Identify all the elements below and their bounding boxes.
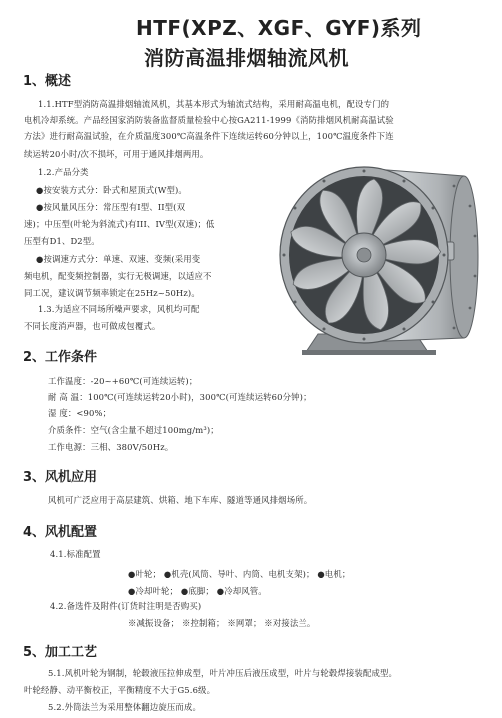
product-classification-title: 1.2.产品分类 <box>38 167 89 177</box>
working-condition-line: 湿 度：<90%； <box>48 408 112 418</box>
process-text-line: 5.2.外筒法兰为采用整体翻边旋压而成。 <box>48 702 201 712</box>
silencer-text-line: 1.3.为适应不同场所噪声要求，风机均可配 <box>38 304 200 314</box>
silencer-text-line: 不同长度消声器，也可做成包覆式。 <box>24 321 161 331</box>
section-heading-overview: 1、概述 <box>23 74 72 89</box>
optional-parts-items: ※减振设备； ※控制箱； ※网罩； ※对接法兰。 <box>128 618 316 628</box>
working-condition-line: 耐 高 温：100℃(可连续运转20小时)，300℃(可连续运转60分钟)； <box>48 392 312 402</box>
classification-bullet-cont: 压型有D1、D2型。 <box>24 236 100 246</box>
standard-config-title: 4.1.标准配置 <box>50 549 101 559</box>
classification-bullet-cont: 频电机，配变频控制器，实行无极调速，以适应不 <box>24 271 212 281</box>
optional-parts-title: 4.2.备选件及附件(订货时注明是否购买) <box>50 601 202 611</box>
standard-config-items: ●冷却叶轮； ●底脚； ●冷却风管。 <box>128 586 267 596</box>
section-heading-working-conditions: 2、工作条件 <box>23 350 98 365</box>
doc-title-line2: 消防高温排烟轴流风机 <box>144 46 349 70</box>
process-text-line: 5.1.风机叶轮为钢制，轮毂液压拉伸成型，叶片冲压后液压成型，叶片与轮毂焊接装配成型。 <box>48 668 398 678</box>
classification-bullet: ●按调速方式分：单速、双速、变频(采用变 <box>36 254 201 264</box>
doc-title-line1: HTF(XPZ、XGF、GYF)系列 <box>136 16 422 40</box>
overview-text-line: 电机冷却系统。产品经国家消防装备监督质量检验中心按GA211-1999《消防排烟风机耐高温试验 <box>24 115 394 125</box>
axial-fan-image <box>278 156 486 356</box>
classification-bullet-cont: 同工况，建议调节频率锁定在25Hz~50Hz)。 <box>24 288 200 298</box>
working-condition-line: 工作电源：三相、380V/50Hz。 <box>48 442 174 452</box>
overview-text-line: 续运转20小时/次不损坏，可用于通风排烟两用。 <box>24 149 209 159</box>
process-text-line: 叶轮经静、动平衡校正，平衡精度不大于G5.6级。 <box>24 685 216 695</box>
section-heading-configuration: 4、风机配置 <box>23 525 98 540</box>
section-heading-application: 3、风机应用 <box>23 470 98 485</box>
classification-bullet-cont: 速)；中压型(叶轮为斜流式)有III、IV型(双速)；低 <box>24 219 215 229</box>
classification-bullet: ●按风量风压分：常压型有I型、II型(双 <box>36 202 186 212</box>
standard-config-items: ●叶轮； ●机壳(风筒、导叶、内筒、电机支架)； ●电机； <box>128 569 351 579</box>
overview-text-line: 1.1.HTF型消防高温排烟轴流风机，其基本形式为轴流式结构，采用耐高温电机，配设专门的 <box>38 99 390 109</box>
overview-text-line: 方法》进行耐高温试验，在介质温度300℃高温条件下连续运转60分钟以上，100℃温度条件下连 <box>24 131 394 141</box>
section-heading-process: 5、加工工艺 <box>23 645 98 660</box>
working-condition-line: 介质条件：空气(含尘量不超过100mg/m³)； <box>48 425 219 435</box>
application-text: 风机可广泛应用于高层建筑、烘箱、地下车库、隧道等通风排烟场所。 <box>48 495 313 505</box>
classification-bullet: ●按安装方式分：卧式和屋顶式(W型)。 <box>36 185 187 195</box>
working-condition-line: 工作温度：-20~+60℃(可连续运转)； <box>48 376 198 386</box>
